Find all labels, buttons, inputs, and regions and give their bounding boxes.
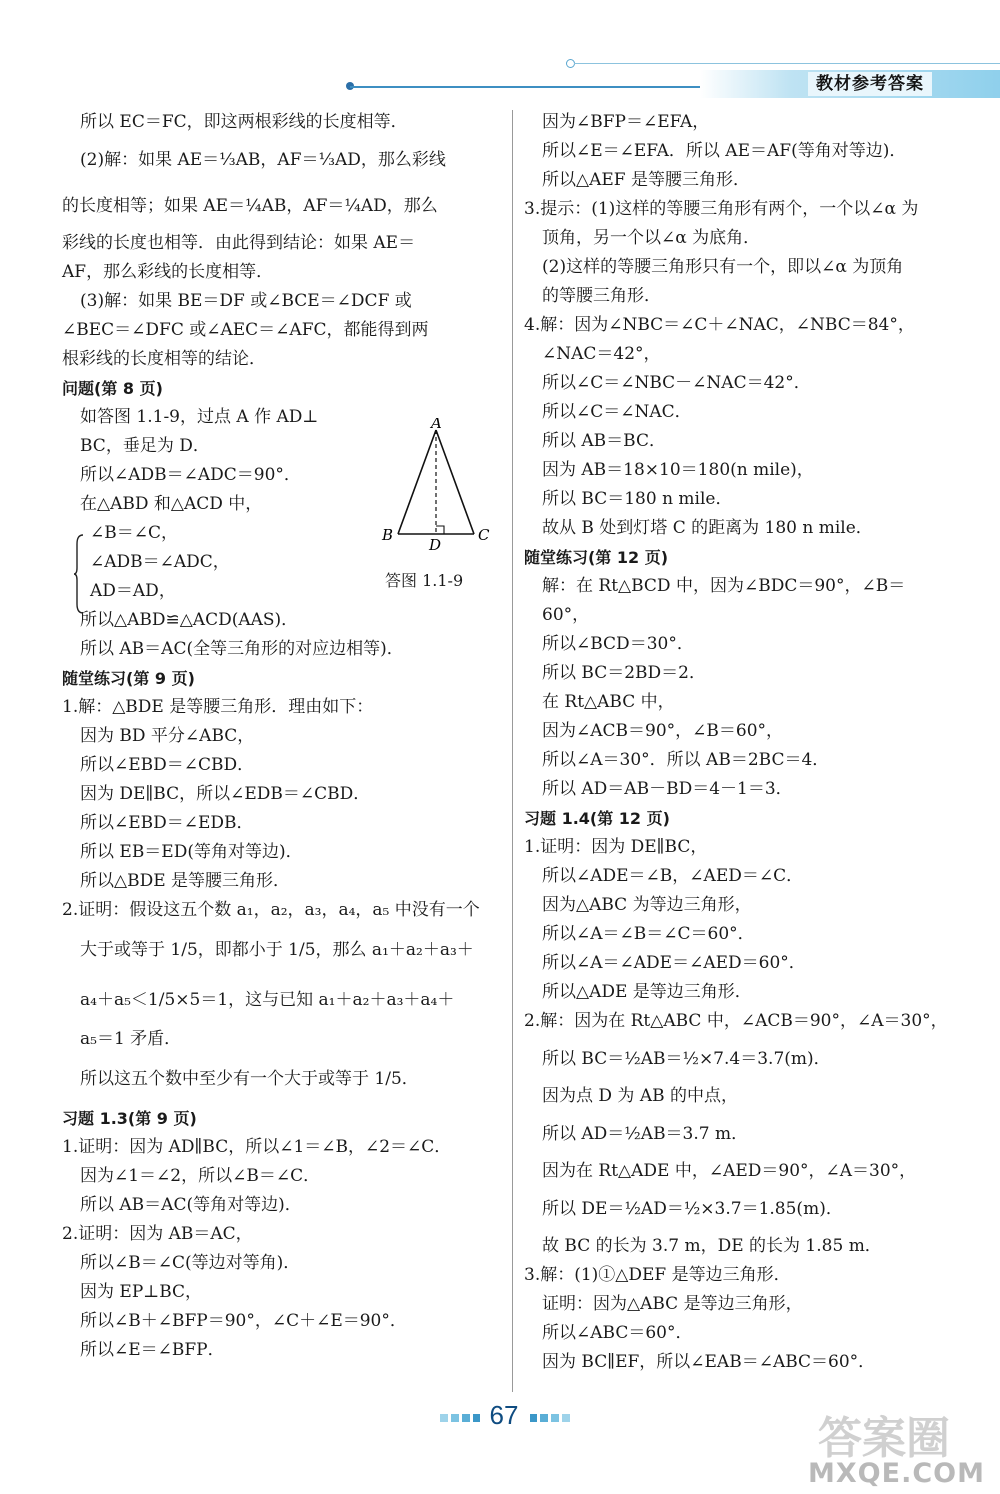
- text-line: 所以△ABD≌△ACD(AAS)．: [80, 610, 299, 630]
- section-heading: 问题(第 8 页): [62, 379, 163, 398]
- text-line: 因为 AB＝18×10＝180(n mile)，: [542, 460, 814, 480]
- section-heading: 习题 1.4(第 12 页): [524, 809, 670, 828]
- text-line: 在△ABD 和△ACD 中，: [80, 494, 263, 514]
- text-line: 所以∠E＝∠EFA．所以 AE＝AF(等角对等边)．: [542, 141, 907, 161]
- watermark-site: MXQE.COM: [808, 1458, 985, 1489]
- text-line: 所以 EC＝FC，即这两根彩线的长度相等．: [80, 112, 408, 132]
- text-line: 因为点 D 为 AB 的中点，: [542, 1086, 739, 1106]
- text-line: 1.证明：因为 AD∥BC，所以∠1＝∠B，∠2＝∠C．: [62, 1137, 452, 1157]
- text-line: 所以∠EBD＝∠CBD．: [80, 755, 255, 775]
- text-line: 所以 BC＝½AB＝½×7.4＝3.7(m)．: [542, 1049, 831, 1069]
- text-line: 的等腰三角形．: [542, 286, 661, 306]
- text-line: 因为 BC∥EF，所以∠EAB＝∠ABC＝60°．: [542, 1352, 876, 1372]
- text-line: 所以 EB＝ED(等角对等边)．: [80, 842, 303, 862]
- text-line: 所以∠C＝∠NAC．: [542, 402, 692, 422]
- text-line: 因为 DE∥BC，所以∠EDB＝∠CBD．: [80, 784, 371, 804]
- text-line: 所以∠EBD＝∠EDB．: [80, 813, 254, 833]
- text-line: 所以∠E＝∠BFP．: [80, 1340, 225, 1360]
- text-line: 3.解：(1)①△DEF 是等边三角形．: [524, 1265, 791, 1285]
- text-line: 所以△AEF 是等腰三角形．: [542, 170, 750, 190]
- text-line: 所以∠B＝∠C(等边对等角)．: [80, 1253, 301, 1273]
- text-line: ∠BEC＝∠DFC 或∠AEC＝∠AFC，都能得到两: [62, 320, 429, 340]
- text-line: 故从 B 处到灯塔 C 的距离为 180 n mile．: [542, 518, 873, 538]
- text-line: 所以△BDE 是等腰三角形．: [80, 871, 291, 891]
- text-line: a₄＋a₅＜1/5×5＝1，这与已知 a₁＋a₂＋a₃＋a₄＋: [80, 990, 455, 1010]
- left-column: [62, 108, 502, 1365]
- text-line: 所以∠BCD＝30°．: [542, 634, 694, 654]
- page-number-ornament-right: [530, 1414, 570, 1422]
- text-line: 根彩线的长度相等的结论．: [62, 349, 266, 369]
- text-line: (3)解：如果 BE＝DF 或∠BCE＝∠DCF 或: [80, 291, 412, 311]
- vertex-label-b: B: [382, 526, 394, 544]
- watermark-logo: 答案圈: [818, 1413, 950, 1464]
- text-line: AF，那么彩线的长度相等．: [62, 262, 274, 282]
- running-header-title: 教材参考答案: [808, 72, 932, 96]
- text-line: 解：在 Rt△BCD 中，因为∠BDC＝90°，∠B＝: [542, 576, 906, 596]
- text-line: 所以 AB＝AC(全等三角形的对应边相等)．: [80, 639, 404, 659]
- header-ornament-line: [574, 63, 1000, 64]
- text-line: 因为在 Rt△ADE 中，∠AED＝90°，∠A＝30°，: [542, 1161, 917, 1181]
- text-line: 所以∠C＝∠NBC－∠NAC＝42°．: [542, 373, 811, 393]
- text-line: 所以 DE＝½AD＝½×3.7＝1.85(m)．: [542, 1199, 843, 1219]
- text-line: 1.证明：因为 DE∥BC，: [524, 837, 708, 857]
- text-line: ∠B＝∠C，: [90, 523, 178, 543]
- text-line: 大于或等于 1/5，即都小于 1/5，那么 a₁＋a₂＋a₃＋: [80, 940, 474, 960]
- text-line: 所以∠ABC＝60°．: [542, 1323, 693, 1343]
- text-line: a₅＝1 矛盾．: [80, 1029, 182, 1049]
- text-line: 所以△ADE 是等边三角形．: [542, 982, 752, 1002]
- text-line: 因为△ABC 为等边三角形，: [542, 895, 752, 915]
- text-line: 2.证明：假设这五个数 a₁，a₂，a₃，a₄，a₅ 中没有一个: [62, 900, 480, 920]
- section-heading: 习题 1.3(第 9 页): [62, 1109, 197, 1128]
- vertex-label-a: A: [431, 418, 442, 432]
- text-line: BC，垂足为 D．: [80, 436, 210, 456]
- text-line: 所以∠B＋∠BFP＝90°，∠C＋∠E＝90°．: [80, 1311, 407, 1331]
- text-line: (2)这样的等腰三角形只有一个，即以∠α 为顶角: [542, 257, 904, 277]
- text-line: 如答图 1.1-9，过点 A 作 AD⊥: [80, 407, 319, 427]
- text-line: 因为∠ACB＝90°，∠B＝60°，: [542, 721, 784, 741]
- text-line: 所以 AD＝AB－BD＝4－1＝3．: [542, 779, 793, 799]
- text-line: 所以 BC＝2BD＝2．: [542, 663, 706, 683]
- text-line: 2.解：因为在 Rt△ABC 中，∠ACB＝90°，∠A＝30°，: [524, 1011, 948, 1031]
- text-line: 所以 AD＝½AB＝3.7 m．: [542, 1124, 749, 1144]
- page-number-ornament-left: [440, 1414, 480, 1422]
- section-heading: 随堂练习(第 12 页): [524, 548, 669, 567]
- text-line: 因为 BD 平分∠ABC，: [80, 726, 255, 746]
- text-line: 彩线的长度也相等．由此得到结论：如果 AE＝: [62, 233, 416, 253]
- text-line: 2.证明：因为 AB＝AC，: [62, 1224, 253, 1244]
- text-line: 因为∠BFP＝∠EFA，: [542, 112, 710, 132]
- column-divider: [512, 110, 513, 1392]
- text-line: 故 BC 的长为 3.7 m，DE 的长为 1.85 m．: [542, 1236, 882, 1256]
- text-line: 3.提示：(1)这样的等腰三角形有两个，一个以∠α 为: [524, 199, 919, 219]
- text-line: 所以∠A＝30°．所以 AB＝2BC＝4．: [542, 750, 830, 770]
- text-line: 在 Rt△ABC 中，: [542, 692, 675, 712]
- text-line: 的长度相等；如果 AE＝¼AB，AF＝¼AD，那么: [62, 196, 438, 216]
- section-heading: 随堂练习(第 9 页): [62, 669, 195, 688]
- text-line: 因为 EP⊥BC，: [80, 1282, 203, 1302]
- text-line: 4.解：因为∠NBC＝∠C＋∠NAC，∠NBC＝84°，: [524, 315, 915, 335]
- text-line: 所以∠ADB＝∠ADC＝90°．: [80, 465, 301, 485]
- text-line: 证明：因为△ABC 是等边三角形，: [542, 1294, 803, 1314]
- text-line: 所以∠A＝∠ADE＝∠AED＝60°．: [542, 953, 806, 973]
- text-line: 所以 AB＝BC．: [542, 431, 666, 451]
- text-line: 1.解：△BDE 是等腰三角形．理由如下：: [62, 697, 374, 717]
- vertex-label-d: D: [429, 536, 442, 554]
- text-line: 顶角，另一个以∠α 为底角．: [542, 228, 761, 248]
- text-line: ∠ADB＝∠ADC，: [90, 552, 230, 572]
- text-line: AD＝AD，: [90, 581, 176, 601]
- text-line: 所以 AB＝AC(等角对等边)．: [80, 1195, 302, 1215]
- page-number: 67: [489, 1400, 519, 1430]
- text-line: 所以 BC＝180 n mile．: [542, 489, 733, 509]
- text-line: ∠NAC＝42°，: [542, 344, 661, 364]
- right-column: [524, 108, 964, 1377]
- text-line: 所以∠ADE＝∠B，∠AED＝∠C．: [542, 866, 804, 886]
- text-line: 因为∠1＝∠2，所以∠B＝∠C．: [80, 1166, 321, 1186]
- figure-caption: 答图 1.1-9: [385, 571, 464, 590]
- text-line: (2)解：如果 AE＝⅓AB，AF＝⅓AD，那么彩线: [80, 150, 446, 170]
- system-brace: [74, 534, 84, 614]
- text-line: 所以∠A＝∠B＝∠C＝60°．: [542, 924, 755, 944]
- text-line: 60°，: [542, 605, 590, 625]
- text-line: 所以这五个数中至少有一个大于或等于 1/5．: [80, 1069, 419, 1089]
- vertex-label-c: C: [478, 526, 490, 544]
